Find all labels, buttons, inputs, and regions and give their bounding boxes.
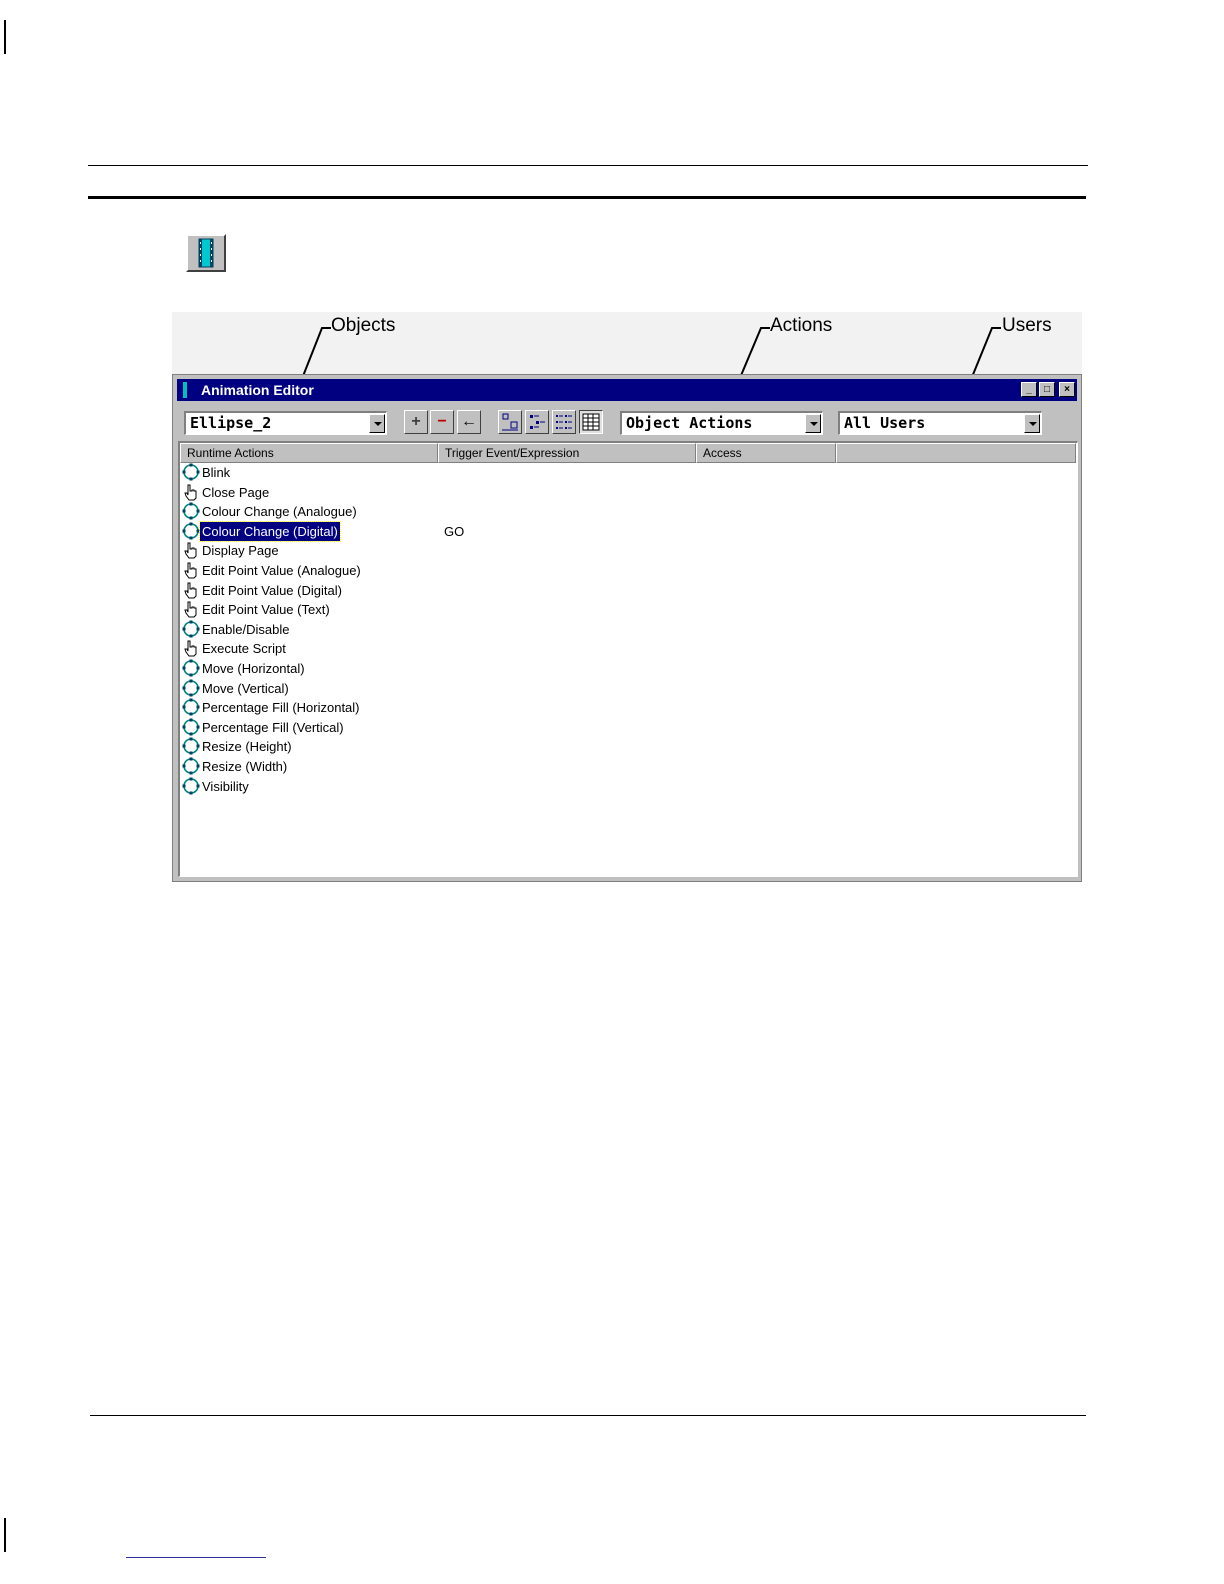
actions-select-value: Object Actions	[626, 414, 753, 432]
chevron-down-icon[interactable]	[1024, 414, 1040, 433]
maximize-button[interactable]: □	[1039, 382, 1055, 397]
chevron-down-icon[interactable]	[805, 414, 821, 433]
list-item-label: Move (Horizontal)	[202, 661, 305, 676]
list-item-label: Display Page	[202, 543, 279, 559]
animate-icon	[182, 620, 200, 638]
list-item-label: Move (Vertical)	[202, 680, 289, 696]
list-item-label: Enable/Disable	[202, 621, 290, 637]
details-icon	[580, 411, 602, 433]
details-view-button[interactable]	[579, 410, 603, 434]
list-icon	[553, 411, 575, 433]
small-icons-icon	[526, 411, 548, 433]
object-select-value: Ellipse_2	[190, 414, 272, 432]
list-item[interactable]	[182, 620, 291, 639]
list-item[interactable]	[182, 659, 307, 678]
list-item-label: Colour Change (Analogue)	[202, 504, 357, 520]
chevron-down-icon[interactable]	[369, 414, 385, 433]
list-item[interactable]	[182, 483, 271, 502]
small-icons-view-button[interactable]	[525, 410, 549, 434]
list-item-label: Blink	[202, 465, 231, 480]
callout-objects: Objects	[331, 315, 396, 336]
callout-actions: Actions	[770, 315, 833, 336]
close-button[interactable]: ×	[1059, 382, 1075, 397]
list-item-label: Resize (Width)	[202, 759, 288, 774]
minimize-button[interactable]: _	[1021, 382, 1037, 397]
hand-icon	[182, 639, 200, 657]
animate-icon	[182, 718, 200, 736]
callout-users: Users	[1002, 315, 1052, 336]
hand-icon	[182, 600, 200, 618]
list-item[interactable]	[182, 561, 363, 580]
animate-icon	[182, 698, 200, 716]
list-item[interactable]	[182, 600, 332, 619]
list-item[interactable]	[182, 757, 289, 776]
list-item-label: Visibility	[202, 778, 249, 794]
list-item[interactable]	[182, 522, 340, 541]
remove-button[interactable]: −	[430, 410, 454, 434]
list-item[interactable]	[182, 463, 232, 482]
list-item[interactable]	[182, 541, 281, 560]
hand-icon	[182, 483, 200, 501]
object-select[interactable]	[184, 411, 387, 435]
large-icons-view-button[interactable]	[498, 410, 522, 434]
animate-icon	[182, 659, 200, 677]
list-item-label: Execute Script	[202, 641, 286, 657]
list-item-label: Colour Change (Digital)	[202, 523, 338, 539]
add-button[interactable]: +	[404, 410, 428, 434]
callout-arrows	[0, 0, 1224, 420]
hand-icon	[182, 581, 200, 599]
hand-icon	[182, 561, 200, 579]
trigger-cell: GO	[444, 523, 465, 539]
animate-icon	[182, 463, 200, 481]
actions-select[interactable]	[620, 411, 823, 435]
list-item-label: Edit Point Value (Text)	[202, 602, 330, 618]
window-icon	[183, 382, 187, 398]
list-item[interactable]	[182, 679, 291, 698]
list-item-label: Percentage Fill (Horizontal)	[202, 700, 360, 716]
window-title: Animation Editor	[201, 382, 314, 398]
list-item[interactable]	[182, 777, 251, 796]
animate-icon	[182, 737, 200, 755]
users-select-value: All Users	[844, 414, 926, 432]
footer-link-underline	[126, 1557, 266, 1558]
list-item[interactable]	[182, 737, 294, 756]
title-bar[interactable]	[177, 379, 1077, 401]
column-header-access[interactable]: Access	[696, 443, 836, 463]
list-item-label: Edit Point Value (Digital)	[202, 582, 342, 598]
runtime-actions-list[interactable]	[178, 441, 1078, 877]
large-icons-icon	[499, 411, 521, 433]
animate-icon	[182, 522, 200, 540]
list-item-label: Percentage Fill (Vertical)	[202, 719, 344, 735]
users-select[interactable]	[838, 411, 1042, 435]
animate-icon	[182, 757, 200, 775]
list-item[interactable]	[182, 639, 288, 658]
back-button[interactable]: ←	[457, 410, 481, 434]
column-header-blank[interactable]	[836, 443, 1076, 463]
animate-icon	[182, 777, 200, 795]
column-header-trigger[interactable]: Trigger Event/Expression	[438, 443, 696, 463]
list-item[interactable]	[182, 581, 344, 600]
list-item[interactable]	[182, 698, 362, 717]
footer-rule	[90, 1415, 1086, 1416]
list-item[interactable]	[182, 502, 359, 521]
animate-icon	[182, 502, 200, 520]
list-item-label: Edit Point Value (Analogue)	[202, 563, 361, 578]
animate-icon	[182, 679, 200, 697]
crop-mark-bottom	[4, 1518, 6, 1552]
list-item-label: Resize (Height)	[202, 739, 292, 755]
list-item[interactable]	[182, 718, 346, 737]
list-view-button[interactable]	[552, 410, 576, 434]
list-item-label: Close Page	[202, 484, 270, 500]
column-header-runtime-actions[interactable]: Runtime Actions	[180, 443, 438, 463]
hand-icon	[182, 541, 200, 559]
